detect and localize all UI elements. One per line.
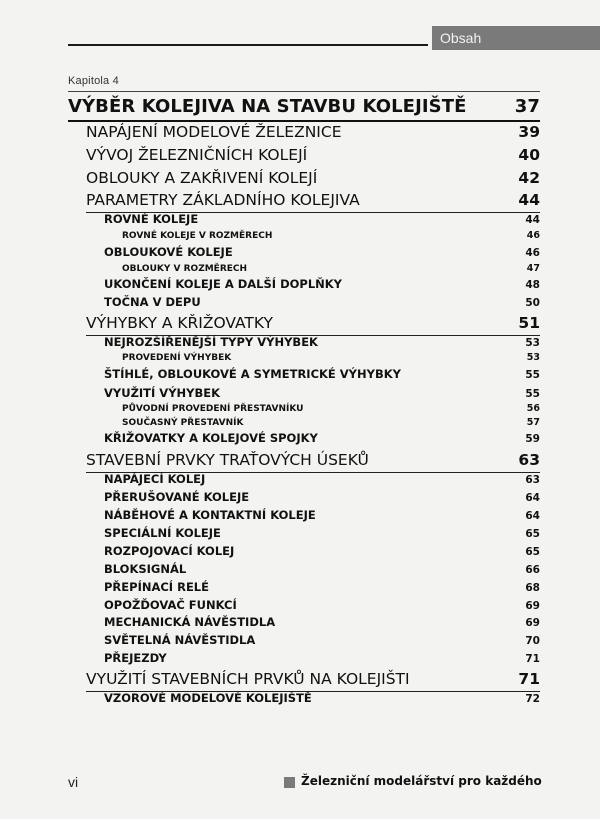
toc-title: ROVNÉ KOLEJE V ROZMĚRECH: [122, 231, 273, 241]
toc-title: MECHANICKÁ NÁVĚSTIDLA: [104, 615, 276, 629]
toc-title: BLOKSIGNÁL: [104, 562, 187, 576]
toc-page: 64: [525, 510, 540, 522]
toc-title: VZOROVÉ MODELOVÉ KOLEJIŠTĚ: [104, 691, 312, 705]
toc-title: NEJROZŠÍŘENĚJŠÍ TYPY VÝHYBEK: [104, 335, 318, 349]
toc-page: 71: [525, 653, 540, 665]
toc-chapter-heading[interactable]: [68, 96, 540, 118]
toc-title: VÝHYBKY A KŘIŽOVATKY: [86, 314, 273, 332]
toc-title: PARAMETRY ZÁKLADNÍHO KOLEJIVA: [86, 191, 360, 209]
toc-page: 51: [518, 314, 540, 332]
toc-page: 44: [518, 191, 540, 209]
toc-page: 69: [525, 617, 540, 629]
toc-page: 53: [526, 352, 540, 363]
toc-title: PŘEJEZDY: [104, 651, 167, 665]
toc-title: VÝBĚR KOLEJIVA NA STAVBU KOLEJIŠTĚ: [68, 96, 467, 117]
toc-page: 72: [525, 693, 540, 705]
toc-title: ROZPOJOVACÍ KOLEJ: [104, 544, 235, 558]
footer-square-icon: [284, 777, 295, 788]
toc-page: 63: [525, 474, 540, 486]
toc-page: 50: [525, 297, 540, 309]
toc-subsection[interactable]: [104, 431, 540, 453]
toc-section[interactable]: [86, 191, 540, 213]
toc-page: 66: [525, 564, 540, 576]
toc-title: NAPÁJECÍ KOLEJ: [104, 472, 206, 486]
toc-title: ROVNÉ KOLEJE: [104, 212, 199, 226]
footer-page-number: vi: [68, 774, 79, 790]
chapter-label: Kapitola 4: [68, 75, 119, 87]
toc-title: OBLOUKY V ROZMĚRECH: [122, 264, 248, 274]
toc-title: PROVEDENÍ VÝHYBEK: [122, 353, 232, 363]
toc-page: 71: [518, 670, 540, 688]
footer-book-title: Železniční modelářství pro každého: [301, 774, 542, 788]
section-tab: Obsah: [432, 26, 600, 50]
header-rule: [68, 44, 428, 46]
toc-page: 68: [525, 582, 540, 594]
toc-title: ŠTÍHLÉ, OBLOUKOVÉ A SYMETRICKÉ VÝHYBKY: [104, 367, 401, 381]
toc-page: 39: [518, 123, 540, 141]
toc-page: 48: [525, 279, 540, 291]
toc-title: PŘEPÍNACÍ RELÉ: [104, 580, 209, 594]
toc-title: OBLOUKOVÉ KOLEJE: [104, 245, 233, 259]
toc-section[interactable]: [86, 169, 540, 191]
toc-title: NÁBĚHOVÉ A KONTAKTNÍ KOLEJE: [104, 508, 316, 522]
toc-section[interactable]: [86, 670, 540, 692]
toc-page: 64: [525, 492, 540, 504]
toc-page: 37: [514, 96, 540, 117]
toc-title: KŘIŽOVATKY A KOLEJOVÉ SPOJKY: [104, 431, 318, 445]
toc-page: 44: [525, 214, 540, 226]
toc-section[interactable]: [86, 314, 540, 336]
toc-title: NAPÁJENÍ MODELOVÉ ŽELEZNICE: [86, 123, 342, 141]
toc-page: 40: [518, 146, 540, 164]
toc-title: UKONČENÍ KOLEJE A DALŠÍ DOPLŇKY: [104, 277, 343, 291]
toc-title: VYUŽITÍ STAVEBNÍCH PRVKŮ NA KOLEJIŠTI: [86, 670, 410, 688]
toc-section[interactable]: [86, 123, 540, 145]
toc-page: 59: [525, 433, 540, 445]
toc-page: 65: [525, 546, 540, 558]
toc-section[interactable]: [86, 451, 540, 473]
toc-page: 42: [518, 169, 540, 187]
toc-page: 63: [518, 451, 540, 469]
toc-page: 46: [525, 247, 540, 259]
section-underline: [68, 120, 540, 122]
toc-title: STAVEBNÍ PRVKY TRAŤOVÝCH ÚSEKŮ: [86, 451, 369, 469]
toc-title: SOUČASNÝ PŘESTAVNÍK: [122, 418, 244, 428]
toc-title: SVĚTELNÁ NÁVĚSTIDLA: [104, 633, 256, 647]
toc-title: PŘERUŠOVANÉ KOLEJE: [104, 490, 250, 504]
toc-title: VYUŽITÍ VÝHYBEK: [104, 386, 221, 400]
toc-title: TOČNA V DEPU: [104, 295, 201, 309]
toc-page: 69: [525, 600, 540, 612]
toc-title: OBLOUKY A ZAKŘIVENÍ KOLEJÍ: [86, 169, 318, 187]
toc-title: OPOŽĎOVAČ FUNKCÍ: [104, 598, 237, 612]
toc-page: 55: [525, 388, 540, 400]
toc-section[interactable]: [86, 146, 540, 168]
toc-subsection[interactable]: [104, 691, 540, 713]
toc-page: 53: [525, 337, 540, 349]
toc-page: 46: [526, 230, 540, 241]
toc-page: 57: [526, 417, 540, 428]
chapter-rule: [68, 91, 540, 92]
toc-title: SPECIÁLNÍ KOLEJE: [104, 526, 221, 540]
toc-page: 47: [526, 263, 540, 274]
toc-page: 65: [525, 528, 540, 540]
toc-page: 56: [526, 403, 540, 414]
toc-page: 70: [525, 635, 540, 647]
toc-title: PŮVODNÍ PROVEDENÍ PŘESTAVNÍKU: [122, 404, 304, 414]
toc-title: VÝVOJ ŽELEZNIČNÍCH KOLEJÍ: [86, 146, 308, 164]
toc-page: 55: [525, 369, 540, 381]
